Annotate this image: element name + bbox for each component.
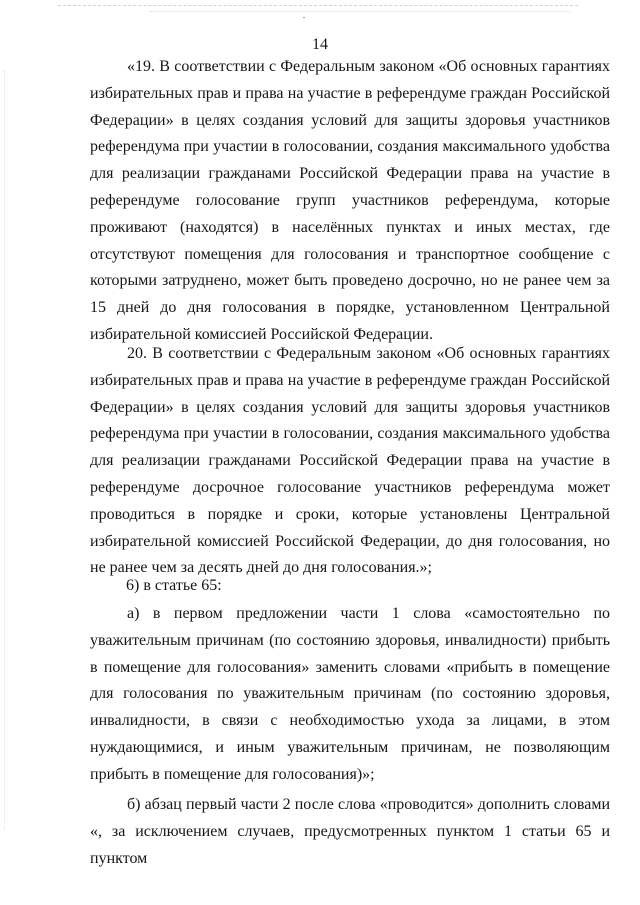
paragraph-article-65: 6) в статье 65: [126, 577, 222, 594]
scan-artifact-left [4, 70, 5, 830]
paragraph-item-20: 20. В соответствии с Федеральным законом «Об основных гарантиях избирательных прав и права на участие в референдуме граждан Российской Федерации» в целях создания условий для защиты здоровья участников референдума при участии в голосовании, создания максимального удобства для реализации гражданами Российской Федерации права на участие в референдуме досрочное голосование участников референдума может проводиться в порядке и сроки, которые установлены Центральной избирательной комиссией Российской Федерации, до дня голосования, но не ранее чем за десять дней до дня голосования.»; [90, 345, 610, 577]
scan-artifact-top [58, 5, 578, 6]
scan-speck [303, 17, 305, 18]
paragraph-item-19: «19. В соответствии с Федеральным законом «Об основных гарантиях избирательных прав и права на участие в референдуме граждан Российской Федерации» в целях создания условий для защиты здоровья участников референдума при участии в голосовании, создания максимального удобства для реализации гражданами Российской Федерации права на участие в референдуме голосование групп участников референдума, которые проживают (находятся) в населённых пунктах и иных местах, где отсутствуют помещения для голосования и транспортное сообщение с которыми затруднено, может быть проведено досрочно, но не ранее чем за 15 дней до дня голосования в порядке, установленном Центральной избирательной комиссией Российской Федерации. [90, 58, 610, 343]
page-number: 14 [312, 36, 328, 53]
paragraph-sub-b: б) абзац первый части 2 после слова «проводится» дополнить словами «, за исключением случаев, предусмотренных пунктом 1 статьи 65 и пунктом [90, 796, 610, 867]
paragraph-sub-a: а) в первом предложении части 1 слова «самостоятельно по уважительным причинам (по состоянию здоровья, инвалидности) прибыть в помещение для голосования» заменить словами «прибыть в помещение для голосования по уважительным причинам (по состоянию здоровья, инвалидности, в связи с необходимостью ухода за лицами, в этом нуждающимися, и иным уважительным причинам, не позволяющим прибыть в помещение для голосования)»; [90, 605, 610, 783]
scan-artifact-top-secondary [150, 11, 570, 12]
